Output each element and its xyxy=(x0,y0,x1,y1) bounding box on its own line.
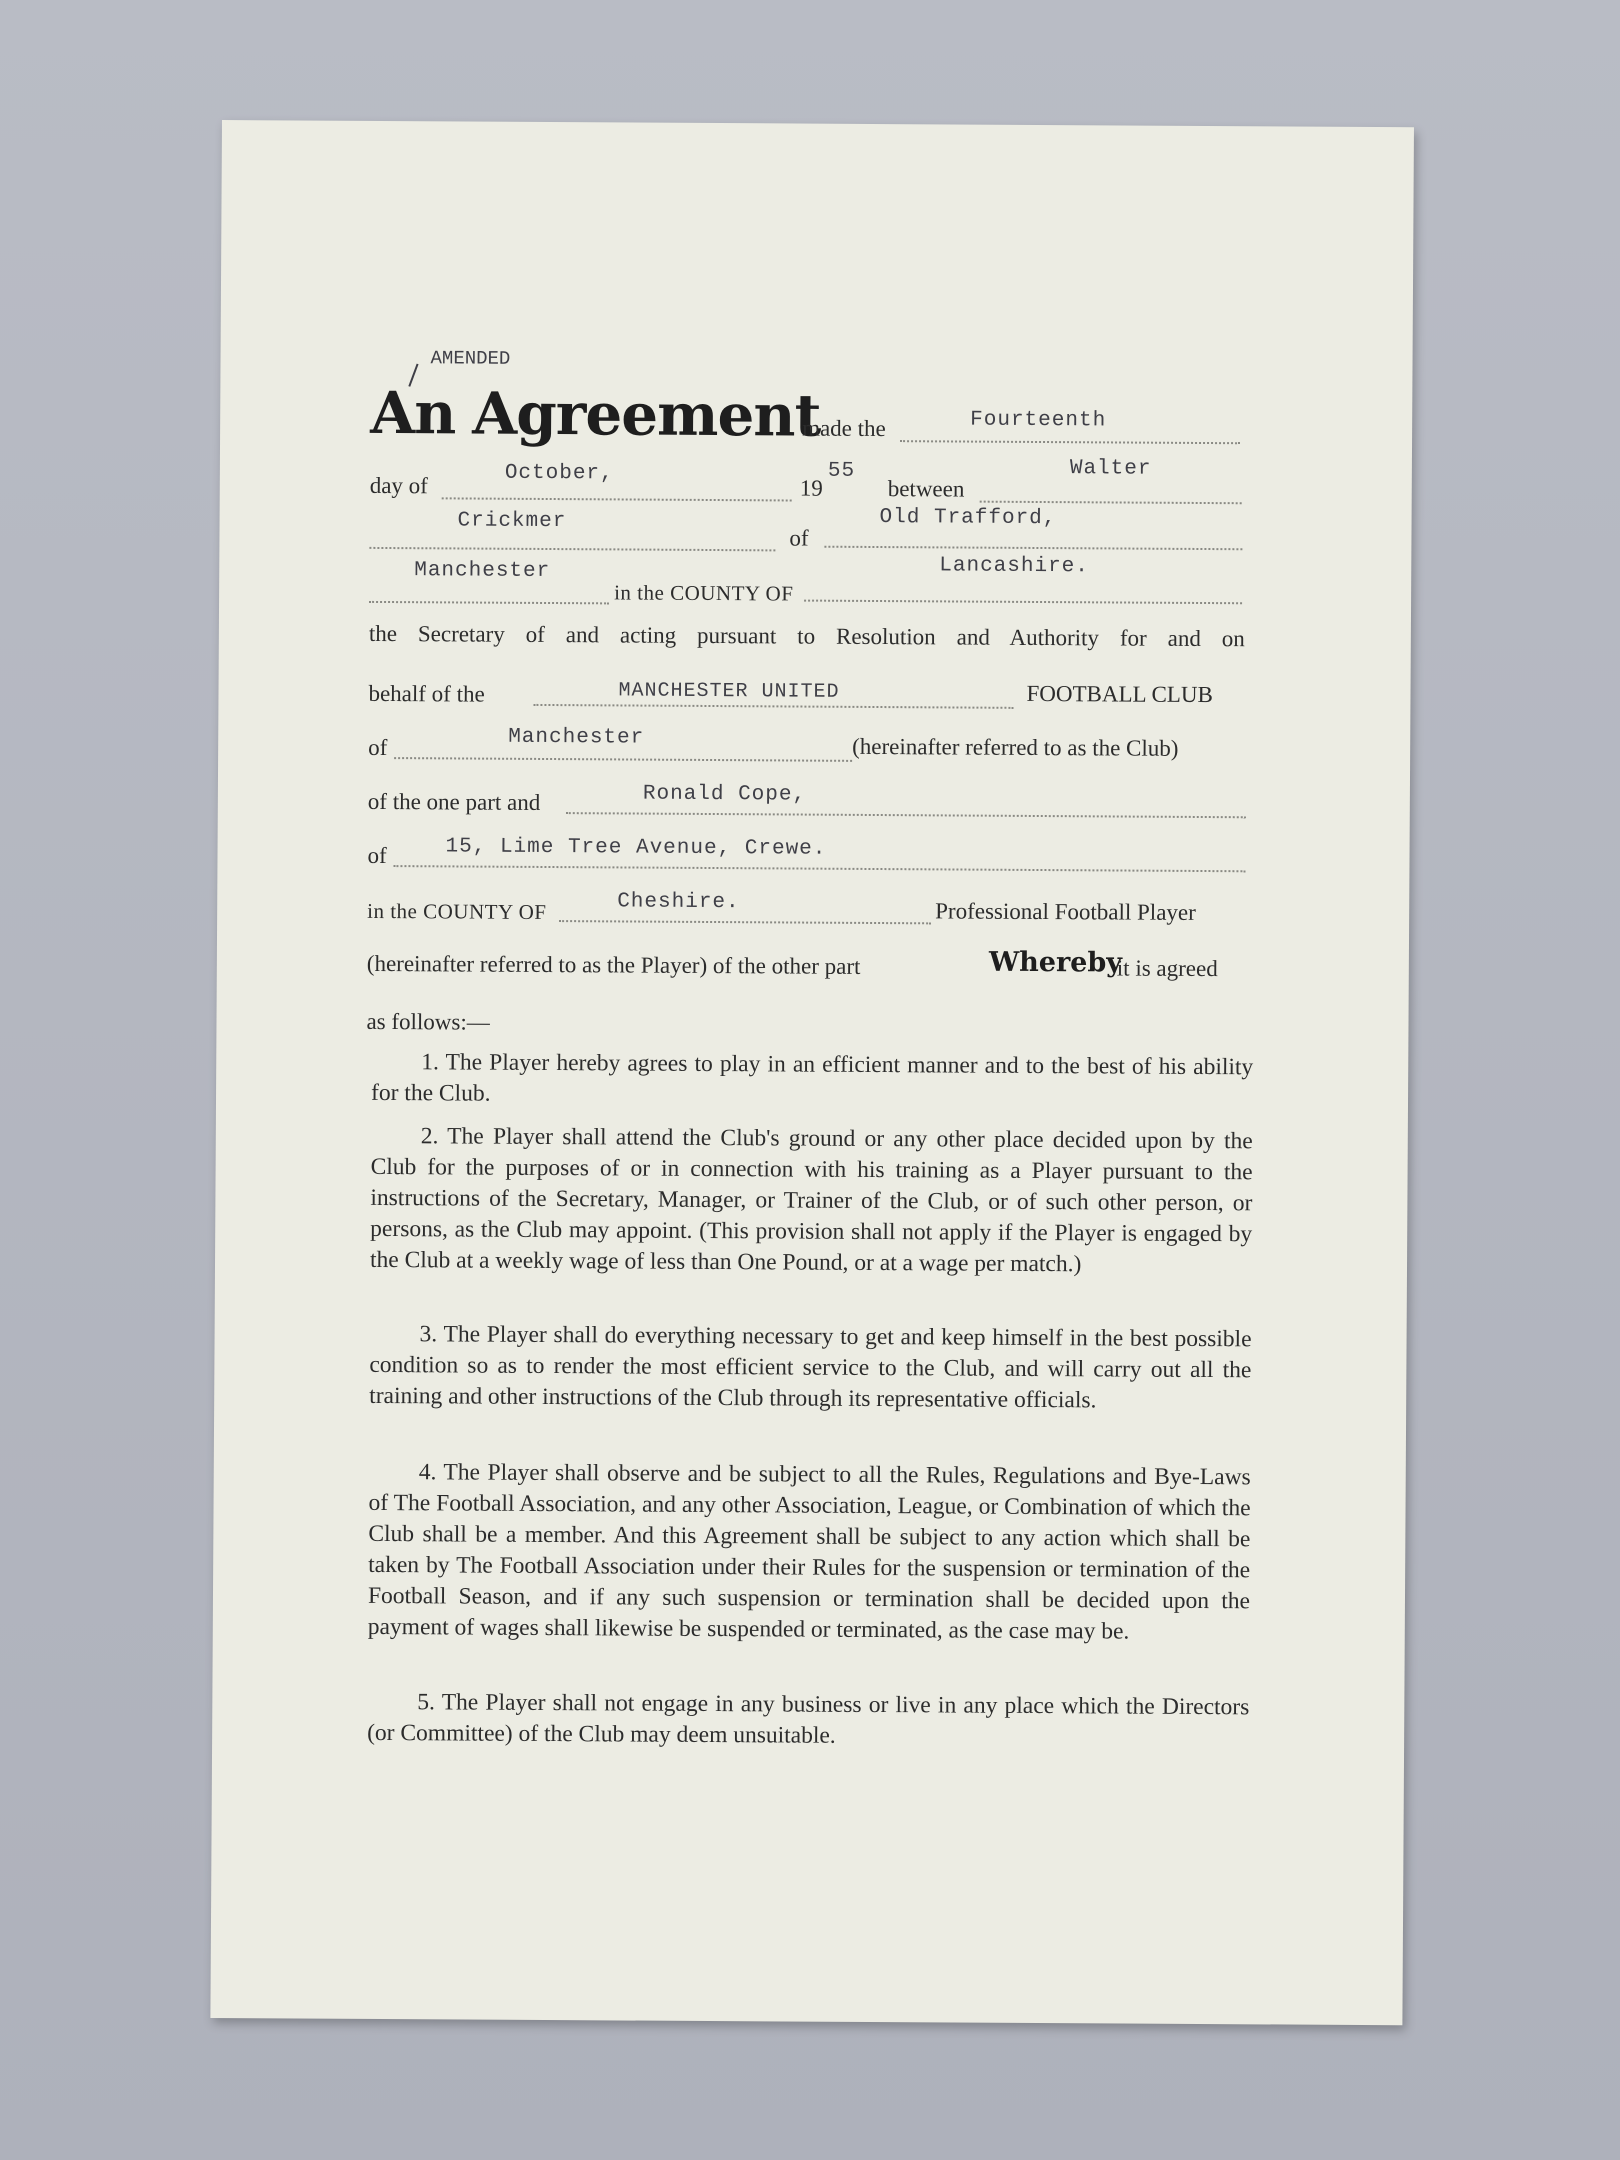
label-as-follows: as follows:— xyxy=(366,1008,490,1035)
label-year-prefix: 19 xyxy=(799,475,823,501)
field-secretary-county: Lancashire. xyxy=(939,554,1089,579)
amended-stamp: AMENDED xyxy=(430,347,511,370)
contract-page xyxy=(210,120,1414,2025)
field-month: October, xyxy=(504,461,614,486)
clause-4: 4. The Player shall observe and be subject to all the Rules, Regulations and Bye-Laws of The Football Association, and any other Association, League, or Combination of which the Club shall be a member. And this Agreement shall be subject to any action which shall be taken by The Football Association under their Rules for the suspension or termination of the Football Season, and if any such suspension or termination shall be decided upon the payment of wages shall likewise be suspended or terminated, as the case may be. xyxy=(367,1459,1251,1645)
field-secretary-last-name: Crickmer xyxy=(457,509,567,534)
field-year: 55 xyxy=(827,459,856,483)
field-player-name: Ronald Cope, xyxy=(642,782,807,807)
label-between: between xyxy=(887,476,965,502)
label-hereinafter-player: (hereinafter referred to as the Player) of the other part xyxy=(366,950,861,979)
field-secretary-city: Manchester xyxy=(414,559,551,584)
field-secretary-address: Old Trafford, xyxy=(879,506,1057,531)
dotted-line xyxy=(804,600,1242,605)
label-of: of xyxy=(789,525,809,551)
dotted-line xyxy=(442,497,792,501)
clause-5: 5. The Player shall not engage in any business or live in any place which the Directors (or Committee) of the Club may deem unsuitable. xyxy=(367,1689,1250,1749)
clause-3: 3. The Player shall do everything necessary to get and keep himself in the best possible condition so as to render the most efficient service to the Club, and will carry out all the training and other instructions of the Club through its representative officials. xyxy=(369,1321,1252,1414)
whereby-gothic: Whereby xyxy=(988,946,1123,979)
dotted-line xyxy=(369,547,775,551)
dotted-line xyxy=(900,440,1240,444)
label-professional-player: Professional Football Player xyxy=(935,898,1196,925)
dotted-line xyxy=(394,757,852,762)
dotted-line xyxy=(533,704,1013,709)
field-club-name: MANCHESTER UNITED xyxy=(618,679,840,704)
label-football-club: FOOTBALL CLUB xyxy=(1026,680,1213,708)
clause-1: 1. The Player hereby agrees to play in an efficient manner and to the best of his ability for the Club. xyxy=(370,1049,1254,1107)
label-of: of xyxy=(368,734,388,761)
dotted-line xyxy=(559,920,931,924)
title-word-an: An xyxy=(370,378,456,448)
dotted-line xyxy=(566,812,1246,818)
dotted-line xyxy=(980,501,1242,505)
label-made-the: made the xyxy=(802,415,886,442)
label-day-of: day of xyxy=(369,472,428,499)
label-in-the-county-of: in the COUNTY OF xyxy=(367,898,547,924)
label-in-the-county-of: in the COUNTY OF xyxy=(614,580,794,606)
label-of: of xyxy=(367,842,387,869)
label-hereinafter-club: (hereinafter referred to as the Club) xyxy=(852,733,1179,761)
field-player-county: Cheshire. xyxy=(617,890,740,915)
label-it-is-agreed: it is agreed xyxy=(1116,955,1218,982)
dotted-line xyxy=(393,865,1245,872)
field-secretary-first-name: Walter xyxy=(1069,457,1152,481)
dotted-line xyxy=(369,601,609,604)
field-club-town: Manchester xyxy=(508,725,645,750)
secretary-authority-line: the Secretary of and acting pursuant to Resolution and Authority for and on xyxy=(368,620,1245,652)
field-day: Fourteenth xyxy=(970,408,1107,433)
label-one-part-and: of the one part and xyxy=(367,788,541,815)
dotted-line xyxy=(824,546,1242,551)
clause-2: 2. The Player shall attend the Club's ground or any other place decided upon by the Club for the purposes of or in connection with his training as a Player pursuant to the instructions of the Secretary, Manager, or Trainer of the Club, or of such other person, or persons, as the Club may appoint. (This provision shall not apply if the Player is engaged by the Club at a weekly wage of less than One Pound, or at a wage per match.) xyxy=(369,1123,1253,1278)
label-behalf-of-the: behalf of the xyxy=(368,680,485,707)
title-word-agreement: Agreement xyxy=(472,379,821,450)
field-player-address: 15, Lime Tree Avenue, Crewe. xyxy=(445,835,827,861)
